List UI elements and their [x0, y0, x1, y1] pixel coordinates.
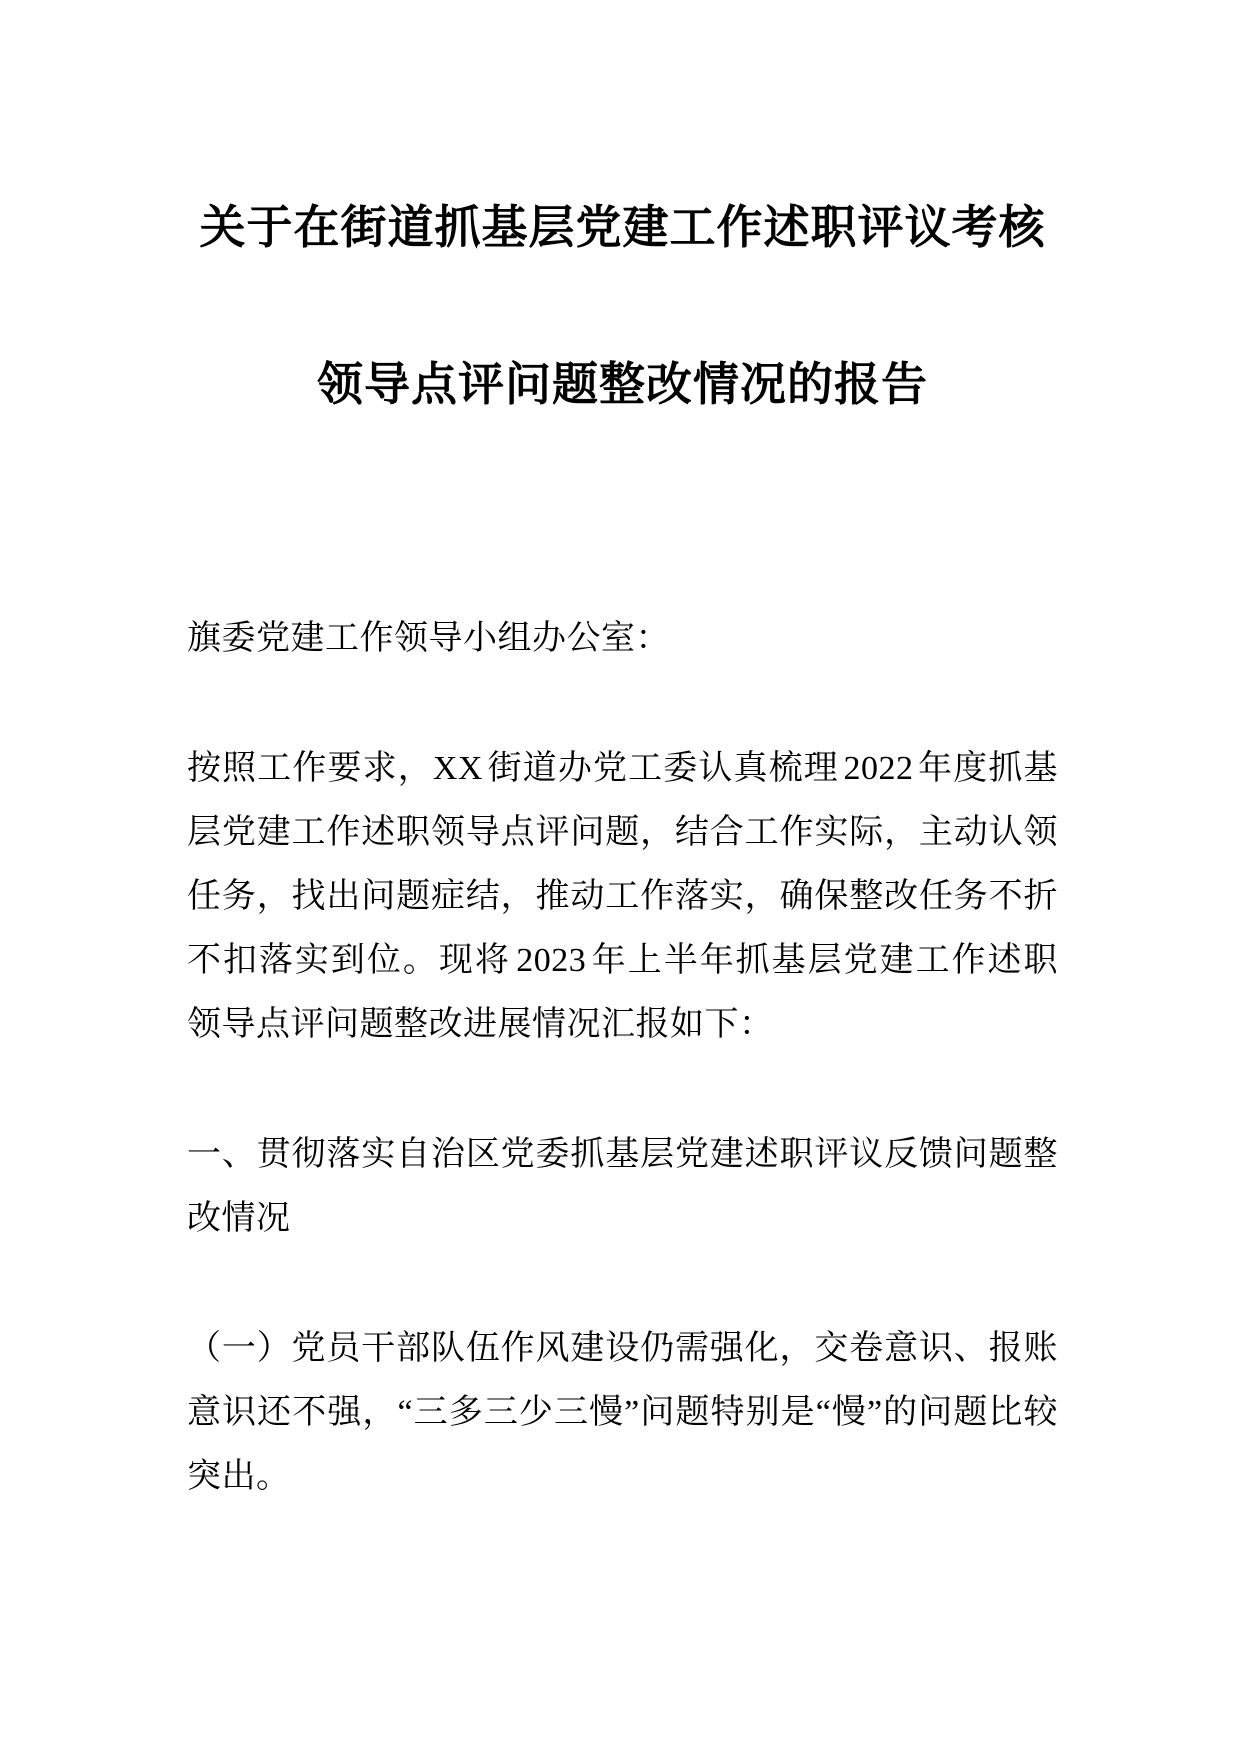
intro-paragraph: 按照工作要求，XX 街道办党工委认真梳理 2022 年度抓基层党建工作述职领导点评问题，结合工作实际，主动认领任务，找出问题症结，推动工作落实，确保整改任务不折不扣落实到位。现将 2023 年上半年抓基层党建工作述职领导点评问题整改进展情况汇报如下：: [187, 750, 1058, 1043]
document-title: [187, 196, 1058, 417]
salutation-paragraph: 旗委党建工作领导小组办公室：: [187, 620, 670, 657]
document-body: [187, 607, 1058, 1509]
title-line-1: 关于在街道抓基层党建工作述职评议考核: [199, 202, 1046, 253]
section-1-heading: 一、贯彻落实自治区党委抓基层党建述职评议反馈问题整改情况: [187, 1136, 1058, 1237]
subsection-1-paragraph: （一）党员干部队伍作风建设仍需强化，交卷意识、报账意识还不强，“三多三少三慢”问题特别是“慢”的问题比较突出。: [187, 1330, 1058, 1495]
title-line-2: 领导点评问题整改情况的报告: [317, 359, 928, 410]
